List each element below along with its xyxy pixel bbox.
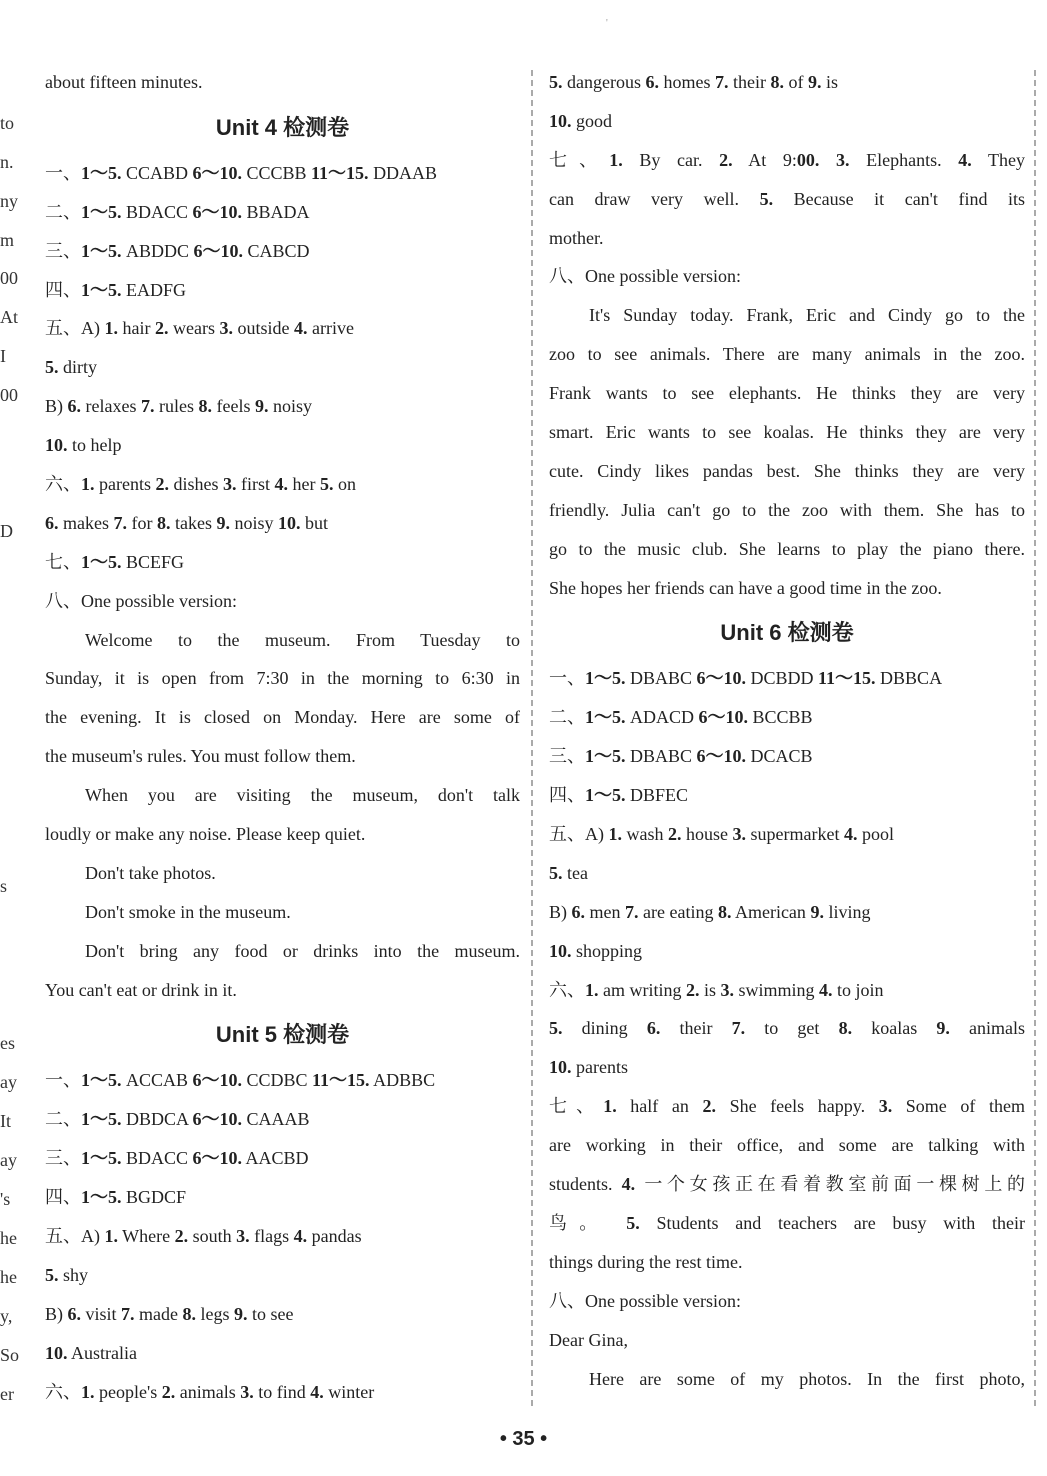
edge-fragment: he: [0, 1228, 17, 1248]
edge-fragment: y,: [0, 1306, 13, 1326]
answer-line: 5. tea: [549, 862, 588, 883]
answer-line: 七、1～5. BCEFG: [45, 551, 185, 572]
edge-fragment: I: [0, 346, 6, 366]
answer-line: the evening. It is closed on Monday. Here are some of: [45, 707, 520, 728]
answer-line: Don't take photos.: [85, 862, 216, 883]
edge-fragment: 's: [0, 1189, 11, 1209]
answer-line: 六、1. people's 2. animals 3. to find 4. winter: [45, 1381, 375, 1402]
answer-line: friendly. Julia can't go to the zoo with them. She has to: [549, 499, 1025, 520]
edge-fragment: ny: [0, 191, 18, 211]
answer-line: 二、1～5. BDACC 6～10. BBADA: [45, 201, 310, 222]
answer-line: Dear Gina,: [549, 1329, 628, 1350]
answer-line: 七、1. half an 2. She feels happy. 3. Some of them: [549, 1096, 1025, 1117]
answer-line: 八、One possible version:: [549, 266, 741, 287]
answer-line: 八、One possible version:: [549, 1290, 741, 1311]
answer-line: 三、1～5. ABDDC 6～10. CABCD: [45, 240, 310, 261]
section-heading: [45, 102, 520, 154]
edge-fragment: er: [0, 1384, 14, 1404]
answer-line: zoo to see animals. There are many animals in the zoo.: [549, 344, 1025, 365]
edge-fragment: D: [0, 521, 13, 541]
answer-line: 二、1～5. ADACD 6～10. BCCBB: [549, 707, 813, 728]
edge-fragment: ay: [0, 1072, 17, 1092]
answer-line: It's Sunday today. Frank, Eric and Cindy go to the: [589, 305, 1025, 326]
column-divider: [531, 70, 533, 1406]
answer-line: smart. Eric wants to see koalas. He thinks they are very: [549, 422, 1025, 443]
answer-line: B) 6. relaxes 7. rules 8. feels 9. noisy: [45, 396, 312, 417]
page-number: • 35 •: [499, 1428, 548, 1450]
answer-line: loudly or make any noise. Please keep quiet.: [45, 824, 366, 845]
section-heading: [549, 607, 1025, 659]
edge-fragment: So: [0, 1345, 20, 1365]
answer-line: 三、1～5. DBABC 6～10. DCACB: [549, 746, 813, 767]
edge-fragment: It: [0, 1111, 11, 1131]
answer-line: 5. dirty: [45, 357, 97, 378]
edge-fragment: es: [0, 1033, 15, 1053]
edge-fragment: 00: [0, 385, 18, 405]
answer-line: 5. dining 6. their 7. to get 8. koalas 9. animals: [549, 1018, 1025, 1039]
answer-line: Here are some of my photos. In the first photo,: [589, 1368, 1025, 1389]
answer-line: 七、1. By car. 2. At 9:00. 3. Elephants. 4. They: [549, 149, 1025, 170]
answer-line: 10. Australia: [45, 1342, 137, 1363]
edge-fragment: m: [0, 230, 15, 250]
answer-line: 六、1. parents 2. dishes 3. first 4. her 5. on: [45, 474, 356, 495]
edge-fragment: At: [0, 307, 18, 327]
right-edge-divider: [1034, 70, 1036, 1406]
answer-line: 10. shopping: [549, 940, 643, 961]
heading-unit: Unit 4: [215, 114, 284, 140]
answer-line: 四、1～5. EADFG: [45, 279, 187, 300]
answer-line: Don't bring any food or drinks into the museum.: [85, 940, 520, 961]
answer-line: 四、1～5. BGDCF: [45, 1187, 187, 1208]
right-column: [549, 63, 1025, 1398]
answer-line: 四、1～5. DBFEC: [549, 785, 689, 806]
answer-line: things during the rest time.: [549, 1251, 743, 1272]
heading-unit: Unit 6: [720, 620, 788, 646]
answer-line: 三、1～5. BDACC 6～10. AACBD: [45, 1148, 309, 1169]
heading-title: 检测卷: [787, 621, 854, 647]
answer-line: She hopes her friends can have a good time in the zoo.: [549, 577, 942, 598]
answer-line: 八、One possible version:: [45, 590, 237, 611]
heading-title: 检测卷: [283, 1023, 350, 1049]
edge-fragment: ay: [0, 1150, 17, 1170]
answer-line: 一、1～5. DBABC 6～10. DCBDD 11～15. DBBCA: [549, 668, 943, 689]
edge-fragment: 00: [0, 268, 18, 288]
answer-line: the museum's rules. You must follow them.: [45, 746, 356, 767]
answer-line: 六、1. am writing 2. is 3. swimming 4. to join: [549, 979, 884, 1000]
answer-line: When you are visiting the museum, don't talk: [85, 785, 520, 806]
heading-title: 检测卷: [283, 115, 350, 141]
answer-line: 10. to help: [45, 435, 122, 456]
edge-fragment: to: [0, 113, 15, 133]
answer-line: are working in their office, and some are talking with: [549, 1135, 1025, 1156]
left-column: [45, 63, 520, 1412]
answer-line: Sunday, it is open from 7:30 in the morning to 6:30 in: [45, 668, 520, 689]
answer-line: 五、A) 1. Where 2. south 3. flags 4. pandas: [45, 1226, 362, 1247]
edge-fragment: s: [0, 876, 8, 896]
answer-line: You can't eat or drink in it.: [45, 979, 237, 1000]
answer-line: 10. good: [549, 110, 612, 131]
answer-line: 5. dangerous 6. homes 7. their 8. of 9. is: [549, 72, 838, 92]
answer-line: mother.: [549, 227, 604, 248]
answer-line: go to the music club. She learns to play the piano there.: [549, 538, 1025, 559]
answer-line: 鸟。 5. Students and teachers are busy with their: [549, 1212, 1025, 1233]
answer-line: cute. Cindy likes pandas best. She thinks they are very: [549, 460, 1025, 481]
answer-line: B) 6. visit 7. made 8. legs 9. to see: [45, 1303, 294, 1324]
answer-line: 5. shy: [45, 1264, 89, 1285]
answer-line: 五、A) 1. wash 2. house 3. supermarket 4. pool: [549, 824, 894, 845]
answer-line: 一、1～5. ACCAB 6～10. CCDBC 11～15. ADBBC: [45, 1070, 436, 1091]
answer-line: 一、1～5. CCABD 6～10. CCCBB 11～15. DDAAB: [45, 162, 438, 183]
answer-line: Welcome to the museum. From Tuesday to: [85, 629, 520, 650]
section-heading: [45, 1009, 520, 1061]
answer-line: about fifteen minutes.: [45, 72, 203, 92]
answer-line: B) 6. men 7. are eating 8. American 9. living: [549, 901, 871, 922]
edge-fragment: n.: [0, 152, 14, 172]
answer-line: Don't smoke in the museum.: [85, 901, 291, 922]
answer-line: 五、A) 1. hair 2. wears 3. outside 4. arrive: [45, 318, 354, 339]
answer-line: 二、1～5. DBDCA 6～10. CAAAB: [45, 1109, 310, 1130]
answer-line: Frank wants to see elephants. He thinks they are very: [549, 383, 1025, 404]
top-mark: ': [606, 18, 608, 29]
answer-line: 6. makes 7. for 8. takes 9. noisy 10. but: [45, 512, 328, 533]
heading-unit: Unit 5: [215, 1022, 284, 1048]
answer-line: 10. parents: [549, 1057, 628, 1078]
answer-line: can draw very well. 5. Because it can't find its: [549, 188, 1025, 209]
answer-line: students. 4. 一个女孩正在看着教室前面一棵树上的: [549, 1174, 1025, 1195]
edge-fragment: he: [0, 1267, 17, 1287]
